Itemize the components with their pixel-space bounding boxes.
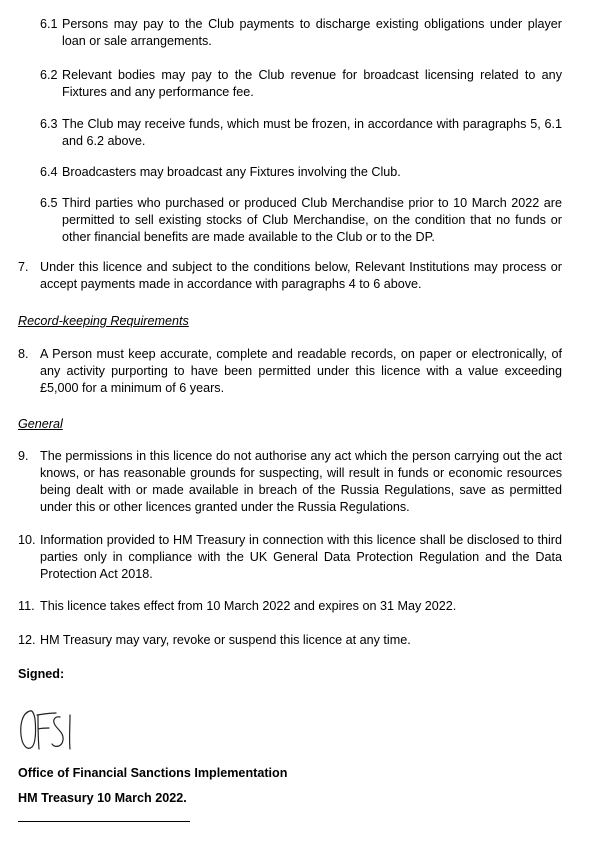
paragraph-number: 8. [18,347,29,361]
paragraph-number: 11. [18,599,35,613]
subparagraph-6-5 [40,195,562,246]
signed-label: Signed: [18,667,65,681]
signatory-office: Office of Financial Sanctions Implementation [18,766,288,780]
subparagraph-text: Persons may pay to the Club payments to discharge existing obligations under player loan or sale arrangements. [62,17,562,48]
record-keeping-heading: Record-keeping Requirements [18,314,189,328]
paragraph-number: 7. [18,260,29,274]
subparagraph-6-3 [40,116,562,150]
paragraph-text: The permissions in this licence do not authorise any act which the person carrying out the act knows, or has reasonable grounds for suspecting, will result in funds or economic resources being dealt with or made available in breach of the Russia Regulations, save as permitted under this or other licences granted under the Russia Regulations. [40,449,562,514]
subparagraph-text: Broadcasters may broadcast any Fixtures involving the Club. [62,165,401,179]
subparagraph-6-2 [40,67,562,101]
paragraph-number: 12. [18,633,36,647]
paragraph-number: 10. [18,533,36,547]
subparagraph-number: 6.2 [40,68,58,82]
general-heading: General [18,417,63,431]
paragraph-text: Information provided to HM Treasury in connection with this licence shall be disclosed to third parties only in compliance with the UK General Data Protection Regulation and the Data Protection Act 2018. [40,533,562,581]
subparagraph-text: Third parties who purchased or produced Club Merchandise prior to 10 March 2022 are permitted to sell existing stocks of Club Merchandise, on the condition that no funds or other financial benefits are made available to the Club or to the DP. [62,196,562,244]
subparagraph-6-1 [40,16,562,50]
paragraph-text: This licence takes effect from 10 March 2022 and expires on 31 May 2022. [40,599,457,613]
paragraph-9 [18,448,562,516]
paragraph-10 [18,532,562,583]
ofsi-signature [18,707,88,753]
subparagraph-number: 6.5 [40,196,58,210]
footer-rule [18,821,190,822]
subparagraph-text: The Club may receive funds, which must be frozen, in accordance with paragraphs 5, 6.1 and 6.2 above. [62,117,562,148]
subparagraph-number: 6.4 [40,165,58,179]
signatory-date: HM Treasury 10 March 2022. [18,791,187,805]
paragraph-number: 9. [18,449,29,463]
paragraph-7 [18,259,562,293]
paragraph-11 [18,598,562,615]
subparagraph-6-4 [40,164,562,181]
paragraph-text: Under this licence and subject to the conditions below, Relevant Institutions may process or accept payments made in accordance with paragraphs 4 to 6 above. [40,260,562,291]
paragraph-8 [18,346,562,397]
subparagraph-text: Relevant bodies may pay to the Club revenue for broadcast licensing related to any Fixtures and any performance fee. [62,68,562,99]
subparagraph-number: 6.3 [40,117,58,131]
paragraph-text: HM Treasury may vary, revoke or suspend this licence at any time. [40,633,411,647]
paragraph-12 [18,632,562,649]
paragraph-text: A Person must keep accurate, complete and readable records, on paper or electronically, of any activity purporting to have been permitted under this licence with a value exceeding £5,000 for a minimum of 6 years. [40,347,562,395]
subparagraph-number: 6.1 [40,17,58,31]
